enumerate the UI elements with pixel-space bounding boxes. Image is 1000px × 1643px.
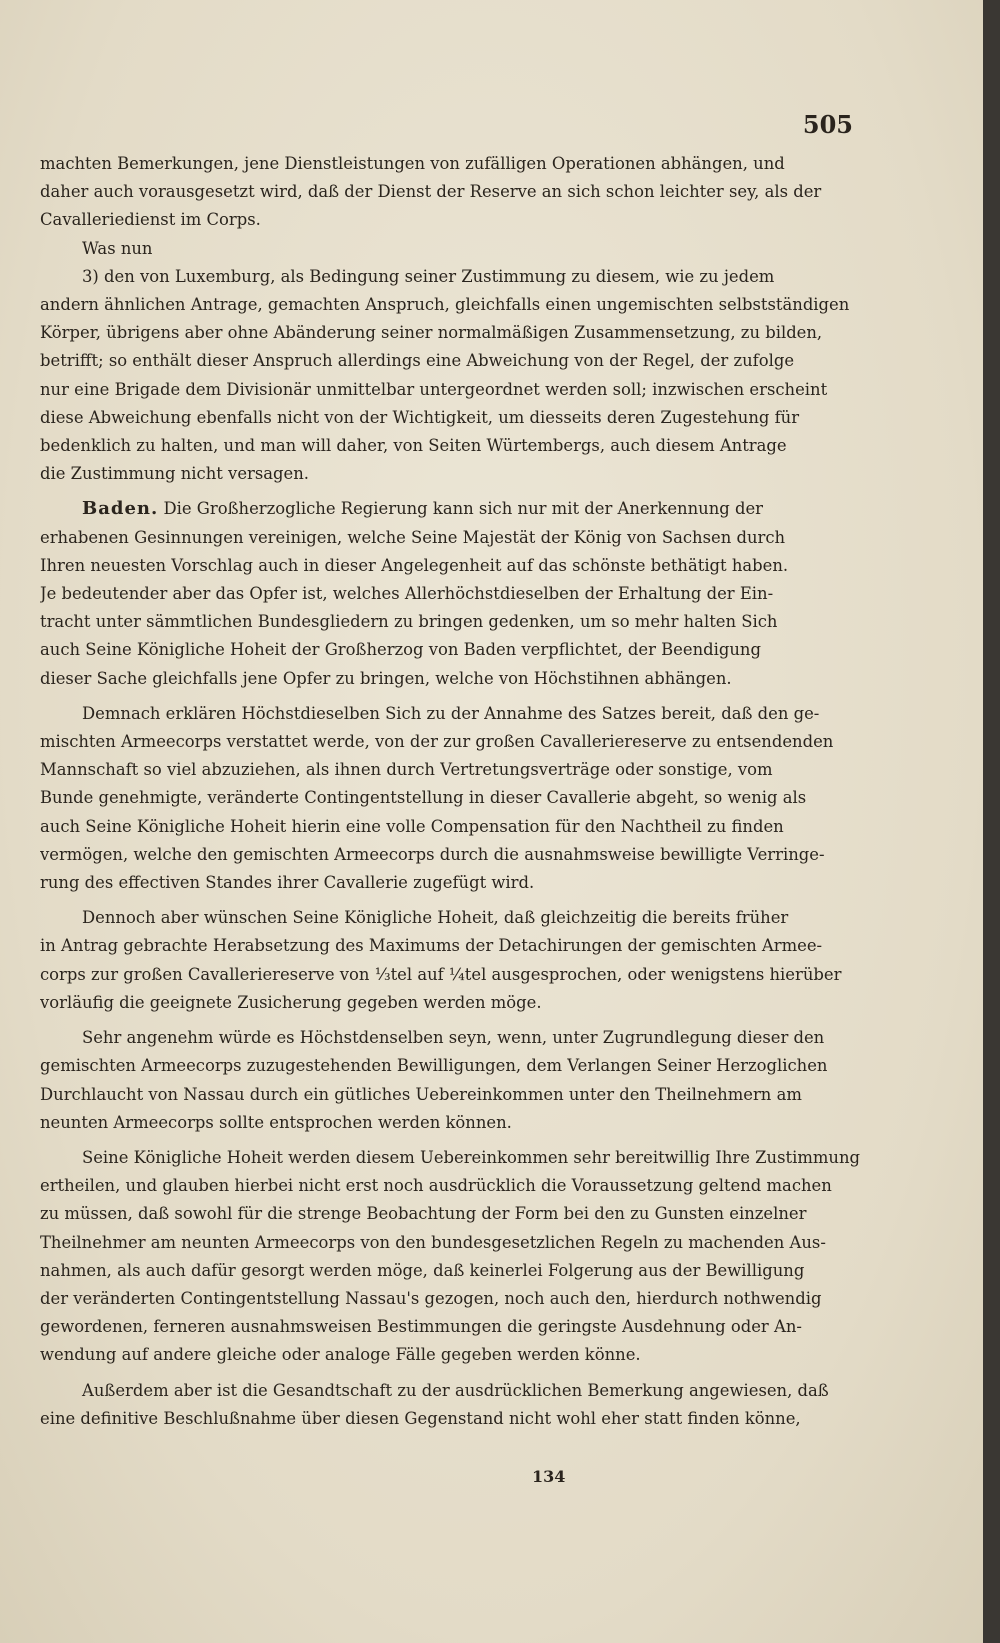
text-line: eine definitive Beschlußnahme über diesen Gegenstand nicht wohl eher statt finden könne, <box>40 1408 801 1428</box>
text-line: Körper, übrigens aber ohne Abänderung seiner normalmäßigen Zusammensetzung, zu bilden, <box>40 323 823 343</box>
text-line: nur eine Brigade dem Divisionär unmittelbar untergeordnet werden soll; inzwischen erscheint <box>40 379 828 399</box>
text-line: Durchlaucht von Nassau durch ein gütliches Uebereinkommen unter den Theilnehmern am <box>40 1084 802 1104</box>
text-line: ertheilen, und glauben hierbei nicht erst noch ausdrücklich die Voraussetzung geltend machen <box>40 1176 832 1196</box>
text-line: machten Bemerkungen, jene Dienstleistungen von zufälligen Operationen abhängen, und <box>40 154 785 173</box>
text-line: Theilnehmer am neunten Armeecorps von den bundesgesetzlichen Regeln zu machenden Aus- <box>40 1232 826 1252</box>
text-line: erhabenen Gesinnungen vereinigen, welche Seine Majestät der König von Sachsen durch <box>40 527 786 547</box>
text-line: Sehr angenehm würde es Höchstdenselben seyn, wenn, unter Zugrundlegung dieser den <box>82 1028 825 1048</box>
text-line: 3) den von Luxemburg, als Bedingung seiner Zustimmung zu diesem, wie zu jedem <box>82 266 775 286</box>
text-line: die Zustimmung nicht versagen. <box>40 464 309 484</box>
text-line: diese Abweichung ebenfalls nicht von der Wichtigkeit, um diesseits deren Zugestehung für <box>40 407 800 427</box>
text-line: daher auch vorausgesetzt wird, daß der Dienst der Reserve an sich schon leichter sey, als der <box>40 182 822 202</box>
text-line: bedenklich zu halten, und man will daher, von Seiten Würtembergs, auch diesem Antrage <box>40 436 787 456</box>
text-line: Cavalleriedienst im Corps. <box>40 210 261 230</box>
page-number: 505 <box>802 110 853 139</box>
text-line: der veränderten Contingentstellung Nassau's gezogen, noch auch den, hierdurch nothwendig <box>40 1288 822 1308</box>
text-line: corps zur großen Cavalleriereserve von ⅓tel auf ¼tel ausgesprochen, oder wenigstens hierüber <box>40 964 842 984</box>
text-line: Demnach erklären Höchstdieselben Sich zu der Annahme des Satzes bereit, daß den ge- <box>82 703 820 723</box>
text-line-content: Die Großherzogliche Regierung kann sich nur mit der Anerkennung der <box>163 499 763 519</box>
section-heading-baden: Baden. <box>82 498 159 520</box>
text-line: betrifft; so enthält dieser Anspruch allerdings eine Abweichung von der Regel, der zufolge <box>40 351 795 371</box>
text-line: vorläufig die geeignete Zusicherung gegeben werden möge. <box>40 992 542 1012</box>
text-line: Mannschaft so viel abzuziehen, als ihnen durch Vertretungsverträge oder sonstige, vom <box>40 760 773 780</box>
text-line <box>40 495 860 523</box>
signature-mark: 134 <box>532 1467 566 1486</box>
text-line: Dennoch aber wünschen Seine Königliche Hoheit, daß gleichzeitig die bereits früher <box>82 908 789 928</box>
text-line: auch Seine Königliche Hoheit hierin eine volle Compensation für den Nachtheil zu finden <box>40 816 784 836</box>
text-line: rung des effectiven Standes ihrer Cavallerie zugefügt wird. <box>40 873 535 893</box>
text-line: Bunde genehmigte, veränderte Contingentstellung in dieser Cavallerie abgeht, so wenig als <box>40 788 807 808</box>
text-line: Ihren neuesten Vorschlag auch in dieser Angelegenheit auf das schönste bethätigt haben. <box>40 555 789 575</box>
text-line: Je bedeutender aber das Opfer ist, welches Allerhöchstdieselben der Erhaltung der Ein- <box>40 584 774 604</box>
text-line: dieser Sache gleichfalls jene Opfer zu bringen, welche von Höchstihnen abhängen. <box>40 668 732 688</box>
text-line: mischten Armeecorps verstattet werde, von der zur großen Cavalleriereserve zu entsendenden <box>40 732 834 752</box>
text-line: auch Seine Königliche Hoheit der Großherzog von Baden verpflichtet, der Beendigung <box>40 640 761 660</box>
text-line: andern ähnlichen Antrage, gemachten Anspruch, gleichfalls einen ungemischten selbstständigen <box>40 295 850 315</box>
text-line: zu müssen, daß sowohl für die strenge Beobachtung der Form bei den zu Gunsten einzelner <box>40 1204 807 1224</box>
text-line: Seine Königliche Hoheit werden diesem Uebereinkommen sehr bereitwillig Ihre Zustimmung <box>82 1147 860 1167</box>
text-line: Was nun <box>82 238 153 258</box>
text-line: gemischten Armeecorps zuzugestehenden Bewilligungen, dem Verlangen Seiner Herzoglichen <box>40 1056 828 1076</box>
text-line: vermögen, welche den gemischten Armeecorps durch die ausnahmsweise bewilligte Verringe- <box>40 844 825 864</box>
text-line: nahmen, als auch dafür gesorgt werden möge, daß keinerlei Folgerung aus der Bewilligung <box>40 1260 805 1280</box>
body-text <box>40 150 860 1433</box>
text-line: Außerdem aber ist die Gesandtschaft zu der ausdrücklichen Bemerkung angewiesen, daß <box>82 1380 829 1400</box>
text-line: gewordenen, ferneren ausnahmsweisen Bestimmungen die geringste Ausdehnung oder An- <box>40 1317 802 1337</box>
text-line: neunten Armeecorps sollte entsprochen werden können. <box>40 1112 512 1132</box>
text-line: wendung auf andere gleiche oder analoge Fälle gegeben werden könne. <box>40 1345 641 1365</box>
text-line: tracht unter sämmtlichen Bundesgliedern zu bringen gedenken, um so mehr halten Sich <box>40 612 778 632</box>
text-line: in Antrag gebrachte Herabsetzung des Maximums der Detachirungen der gemischten Armee- <box>40 936 823 956</box>
